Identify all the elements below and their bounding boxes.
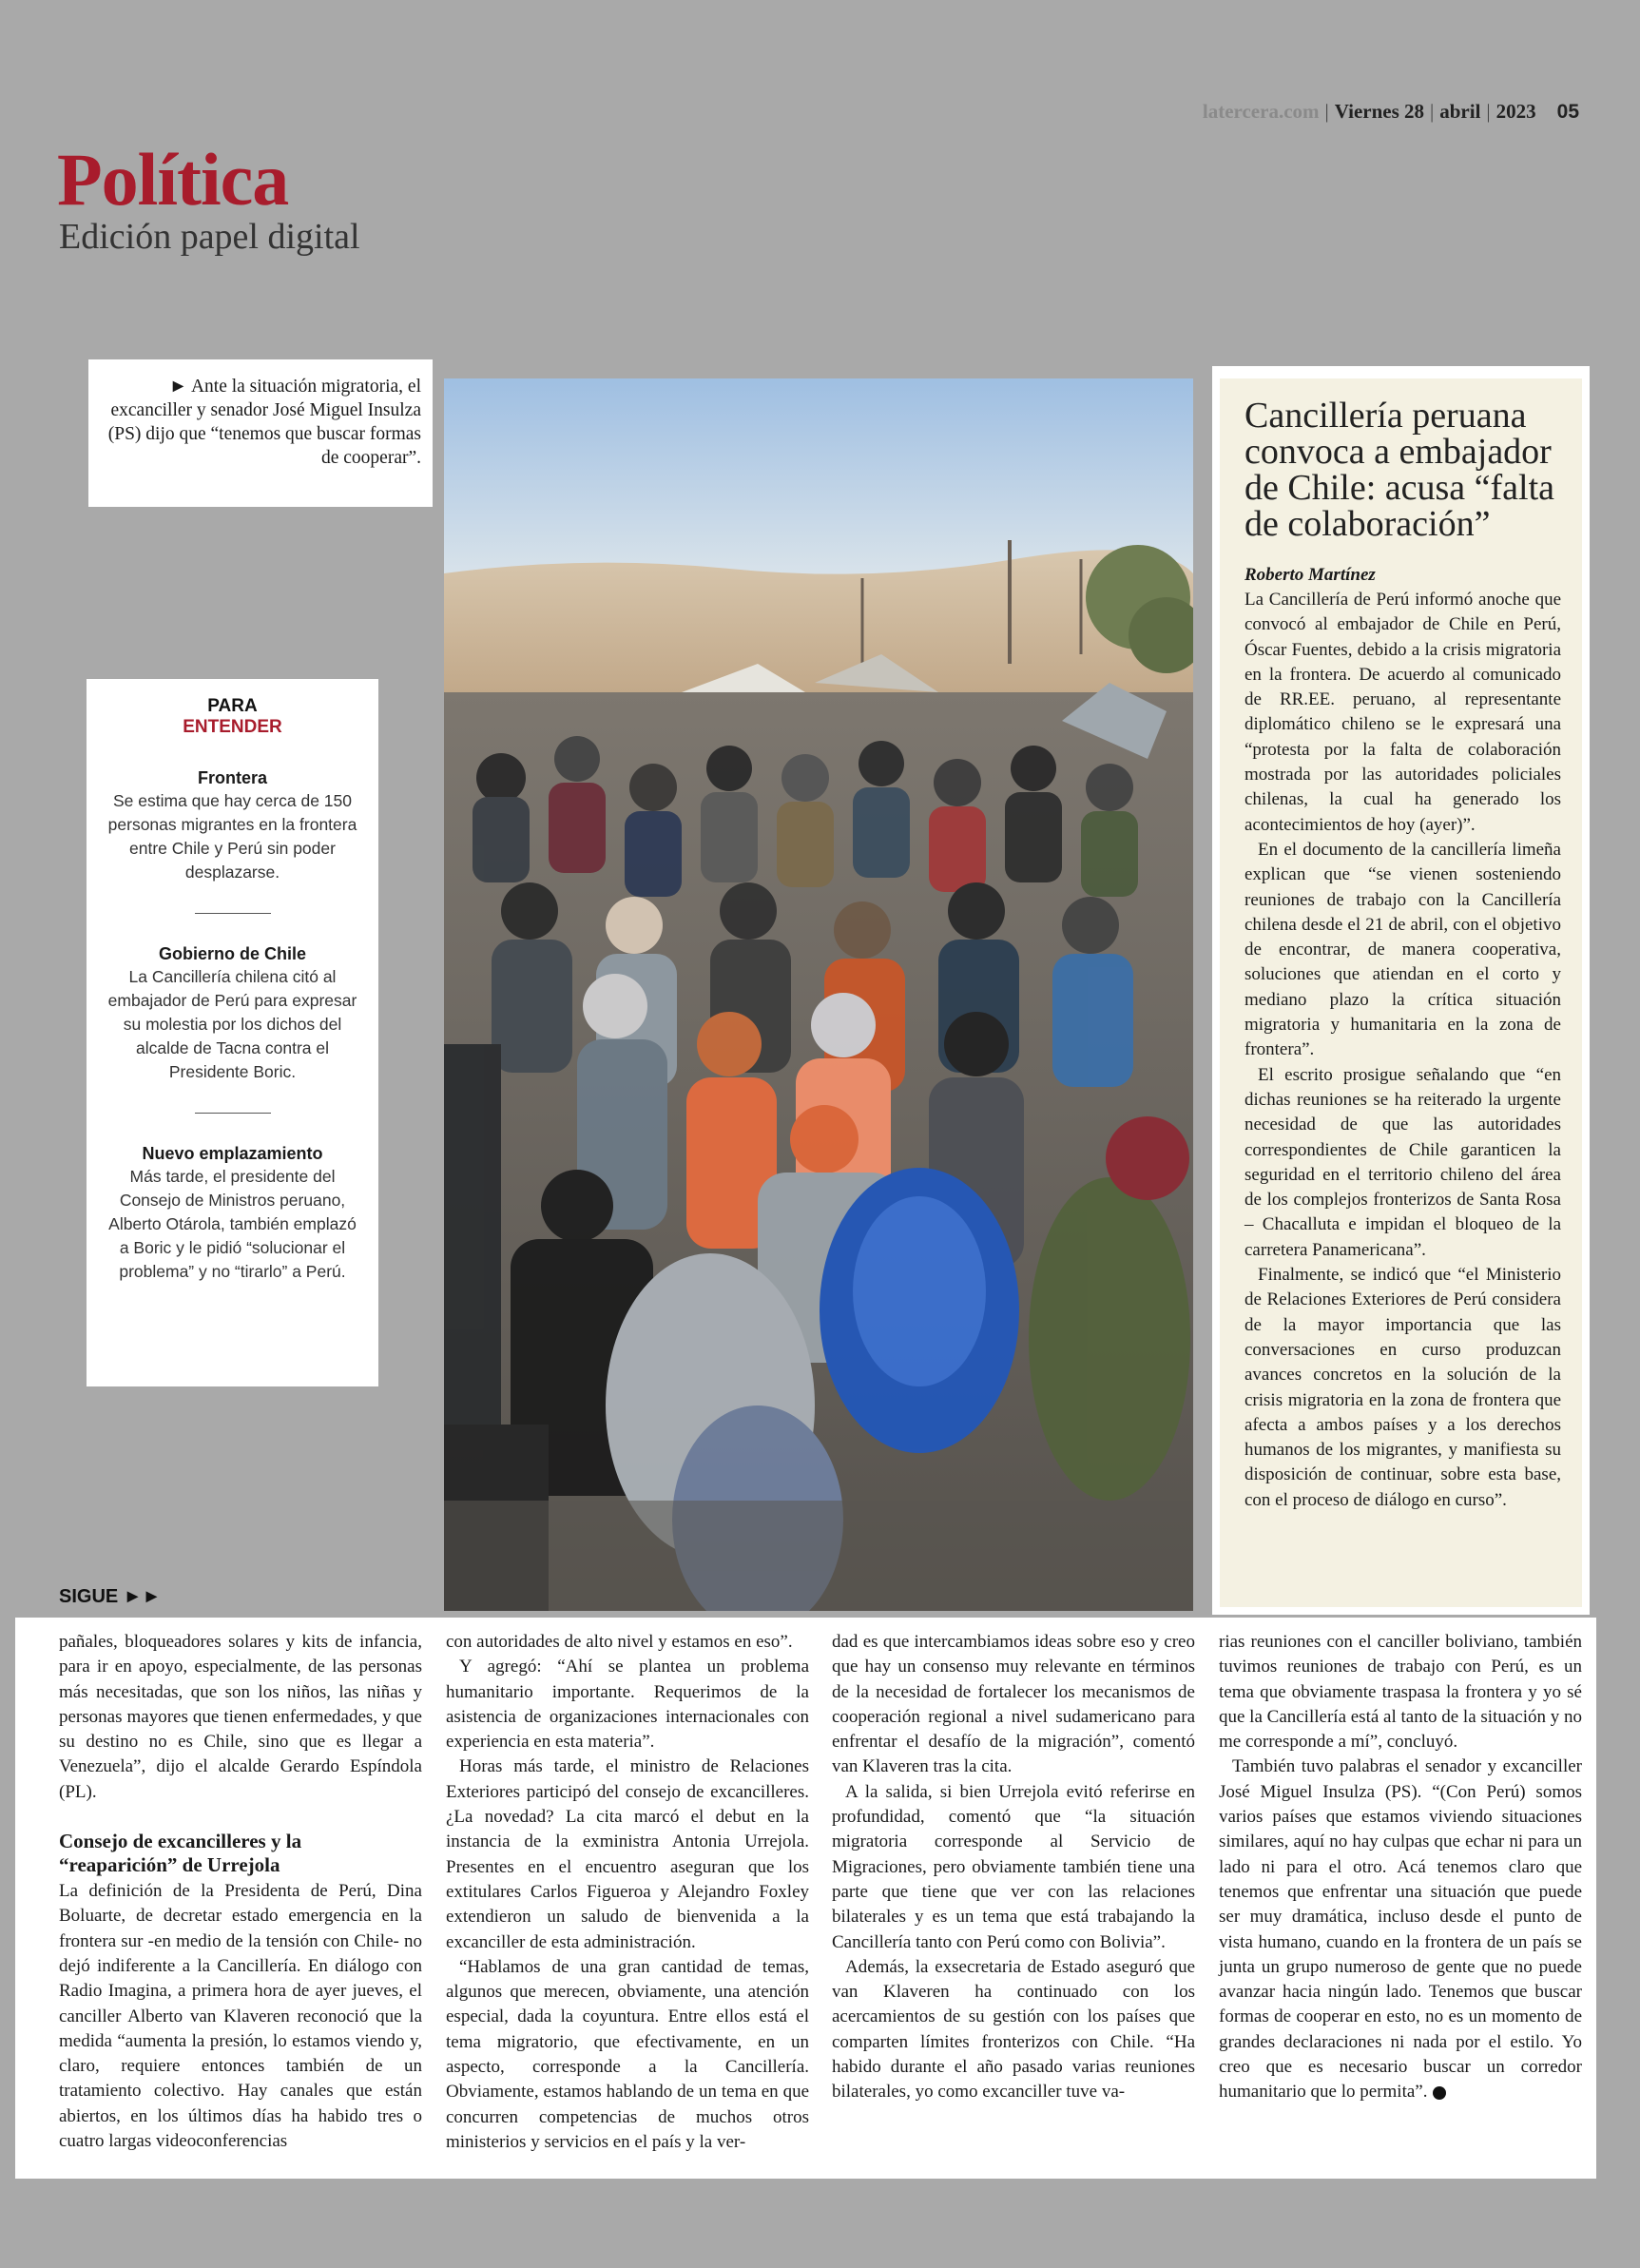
section-title: Política (57, 138, 289, 221)
header-month: abril (1439, 100, 1481, 123)
article-paragraph (1219, 1754, 1582, 2104)
article-paragraph: con autoridades de alto nivel y estamos en eso”. (446, 1632, 793, 1652)
article-column-4 (1219, 1630, 1582, 2105)
article-paragraph: Además, la exsecretaria de Estado aseguró que van Klaveren ha continuado con los acercamientos de su gestión con los países que comparten límites fronterizos con Chile. “Ha habido durante el año pasado varias reuniones bilaterales, yo como excanciller tuve va- (832, 1956, 1195, 2103)
entender-item-text: Más tarde, el presidente del Consejo de Ministros peruano, Alberto Otárola, también emplazó a Boric y le pidió “solucionar el problema” y no “tirarlo” a Perú. (108, 1167, 357, 1281)
end-mark-icon (1433, 2086, 1446, 2100)
article-paragraph: A la salida, si bien Urrejola evitó referirse en profundidad, comentó que “la situación migratoria corresponde al Servicio de Migraciones, pero obviamente también tiene una parte que tiene que ver con las relaciones bilaterales y es un tema que está trabajando la Cancillería tanto con Perú como con Bolivia”. (832, 1781, 1195, 1952)
page-header: latercera.com | Viernes 28 | abril | 2023 05 (1202, 100, 1579, 123)
article-column-1 (59, 1630, 422, 2154)
article-column-3 (832, 1630, 1195, 2105)
migrants-crowd-photo (444, 378, 1193, 1611)
header-day: Viernes 28 (1334, 100, 1425, 123)
page-number: 05 (1556, 101, 1579, 123)
article-paragraph: Y agregó: “Ahí se plantea un problema humanitario importante. Requerimos de la asistencia de organizaciones internacionales con experiencia en esta materia”. (446, 1657, 809, 1753)
section-subtitle: Edición papel digital (59, 217, 360, 257)
entender-item-title: Frontera (197, 768, 267, 787)
sidebar-paragraph: La Cancillería de Perú informó anoche que convocó al embajador de Chile en Perú, Óscar Fuentes, debido a la crisis migratoria en la frontera. De acuerdo al comunicado de RR.EE. peruano, al representante diplomático chileno se le expresará una “protesta por la falta de colaboración mostrada por las autoridades policiales chilenas, la cual ha generado los acontecimientos de hoy (ayer)”. (1244, 590, 1561, 835)
article-paragraph: dad es que intercambiamos ideas sobre eso y creo que hay un consenso muy relevante en términos de la necesidad de fortalecer los mecanismos de cooperación regional a nivel sudamericano para enfrentar el desafío de la migración”, comentó van Klaveren tras la cita. (832, 1632, 1195, 1777)
article-paragraph: pañales, bloqueadores solares y kits de infancia, para ir en apoyo, especialmente, de las personas más necesitadas, que son los niños, las niñas y personas mayores que tienen enfermedades, y que su destino no es Chile, sino que es llegar a Venezuela”, dijo el alcalde Gerardo Espíndola (PL). (59, 1632, 422, 1802)
para-entender-box (87, 679, 378, 1386)
article-paragraph: Horas más tarde, el ministro de Relaciones Exteriores participó del consejo de excancilleres. ¿La novedad? La cita marcó el debut en la instancia de la exministra Antonia Urrejola. Presentes en el encuentro aseguran que los extitulares Carlos Figueroa y Alejandro Foxley extendieron un saludo de bienvenida a la excanciller de esta administración. (446, 1756, 809, 1952)
sidebar-headline: Cancillería peruana convoca a embajador de Chile: acusa “falta de colaboración” (1244, 396, 1555, 544)
news-photo (444, 378, 1193, 1611)
sidebar-paragraph: El escrito prosigue señalando que “en dichas reuniones se ha reiterado la urgente necesidad de que las autoridades correspondientes de Chile garanticen la seguridad en el territorio chileno del área de los complejos fronterizos de Santa Rosa – Chacalluta e impidan el bloqueo de la carretera Panamericana”. (1244, 1064, 1561, 1260)
sidebar-article (1220, 378, 1582, 1607)
entender-item-title: Gobierno de Chile (158, 944, 306, 963)
entender-item-title: Nuevo emplazamiento (142, 1144, 323, 1163)
article-column-2 (446, 1630, 809, 2155)
photo-caption: ► Ante la situación migratoria, el excanciller y senador José Miguel Insulza (PS) dijo que “tenemos que buscar formas de cooperar”. (88, 359, 433, 507)
divider (195, 913, 271, 914)
para-entender-heading-1: PARA (207, 696, 258, 716)
sidebar-paragraph: En el documento de la cancillería limeña explican que “se vienen sosteniendo reuniones de trabajo con la Cancillería chilena desde el 21 de abril, con el objetivo de encontrar, de manera cooperativa, soluciones que atiendan en el corto y mediano plazo la crítica situación migratoria y humanitaria en la zona de frontera”. (1244, 839, 1561, 1060)
sidebar-paragraph: Finalmente, se indicó que “el Ministerio de Relaciones Exteriores de Perú considera de la mayor importancia que las conversaciones en curso produzcan avances concretos en la solución de la crisis migratoria en la zona de frontera que afecta a ambos países y a los derechos humanos de los migrantes, y manifiesta su disposición de continuar, sobre esta base, con el proceso de diálogo en curso”. (1244, 1265, 1561, 1510)
sidebar-body (1244, 588, 1561, 1513)
continue-label: SIGUE ►► (59, 1586, 162, 1607)
entender-item-text: Se estima que hay cerca de 150 personas migrantes en la frontera entre Chile y Perú sin poder desplazarse. (107, 791, 357, 882)
header-year: 2023 (1495, 100, 1536, 123)
entender-item-text: La Cancillería chilena citó al embajador de Perú para expresar su molestia por los dichos del alcalde de Tacna contra el Presidente Boric. (107, 967, 357, 1081)
article-paragraph: La definición de la Presidenta de Perú, Dina Boluarte, de decretar estado emergencia en la frontera sur -en medio de la tensión con Chile- no dejó indiferente a la Cancillería. En diálogo con Radio Imagina, a primera hora de ayer jueves, el canciller Alberto van Klaveren reconoció que la medida “aumenta la presión, lo estamos viendo y, claro, requiere entonces también de un tratamiento colectivo. Hay canales que están abiertos, en los últimos días ha habido tres o cuatro largas videoconferencias (59, 1881, 422, 2152)
article-paragraph: “Hablamos de una gran cantidad de temas, algunos que merecen, obviamente, una atención especial, dada la coyuntura. Entre ellos está el tema migratorio, que efectivamente, en un aspecto, corresponde a la Cancillería. Obviamente, estamos hablando de un tema en que concurren competencias de muchos otros ministerios y servicios en el país y la ver- (446, 1956, 809, 2152)
article-paragraph: rias reuniones con el canciller boliviano, también tuvimos reuniones de trabajo con Perú, es un tema que obviamente traspasa la frontera y yo sé que la Cancillería está al tanto de la situación y no me corresponde a mí”, concluyó. (1219, 1632, 1582, 1753)
article-paragraph-text: También tuvo palabras el senador y excanciller José Miguel Insulza (PS). “(Con Perú) somos varios países que estamos viviendo situaciones similares, aquí no hay culpas que echar ni para un lado ni para el otro. Acá tenemos claro que tenemos que enfrentar una situación que puede ser muy dramática, incluso desde el punto de vista humano, cuando en la frontera de un país se junta un grupo numeroso de gente que no puede avanzar hacia ningún lado. Tenemos que buscar formas de cooperar en esto, no es un momento de grandes declaraciones ni nada por el estilo. Yo creo que es necesario buscar un corredor humanitario que lo permita”. (1219, 1756, 1582, 2103)
sidebar-author: Roberto Martínez (1244, 565, 1376, 585)
article-subhead: Consejo de excancilleres y la “reaparición” de Urrejola (59, 1830, 302, 1877)
site-name[interactable]: latercera.com (1202, 100, 1320, 123)
divider (195, 1113, 271, 1114)
para-entender-heading-2: ENTENDER (183, 717, 282, 737)
